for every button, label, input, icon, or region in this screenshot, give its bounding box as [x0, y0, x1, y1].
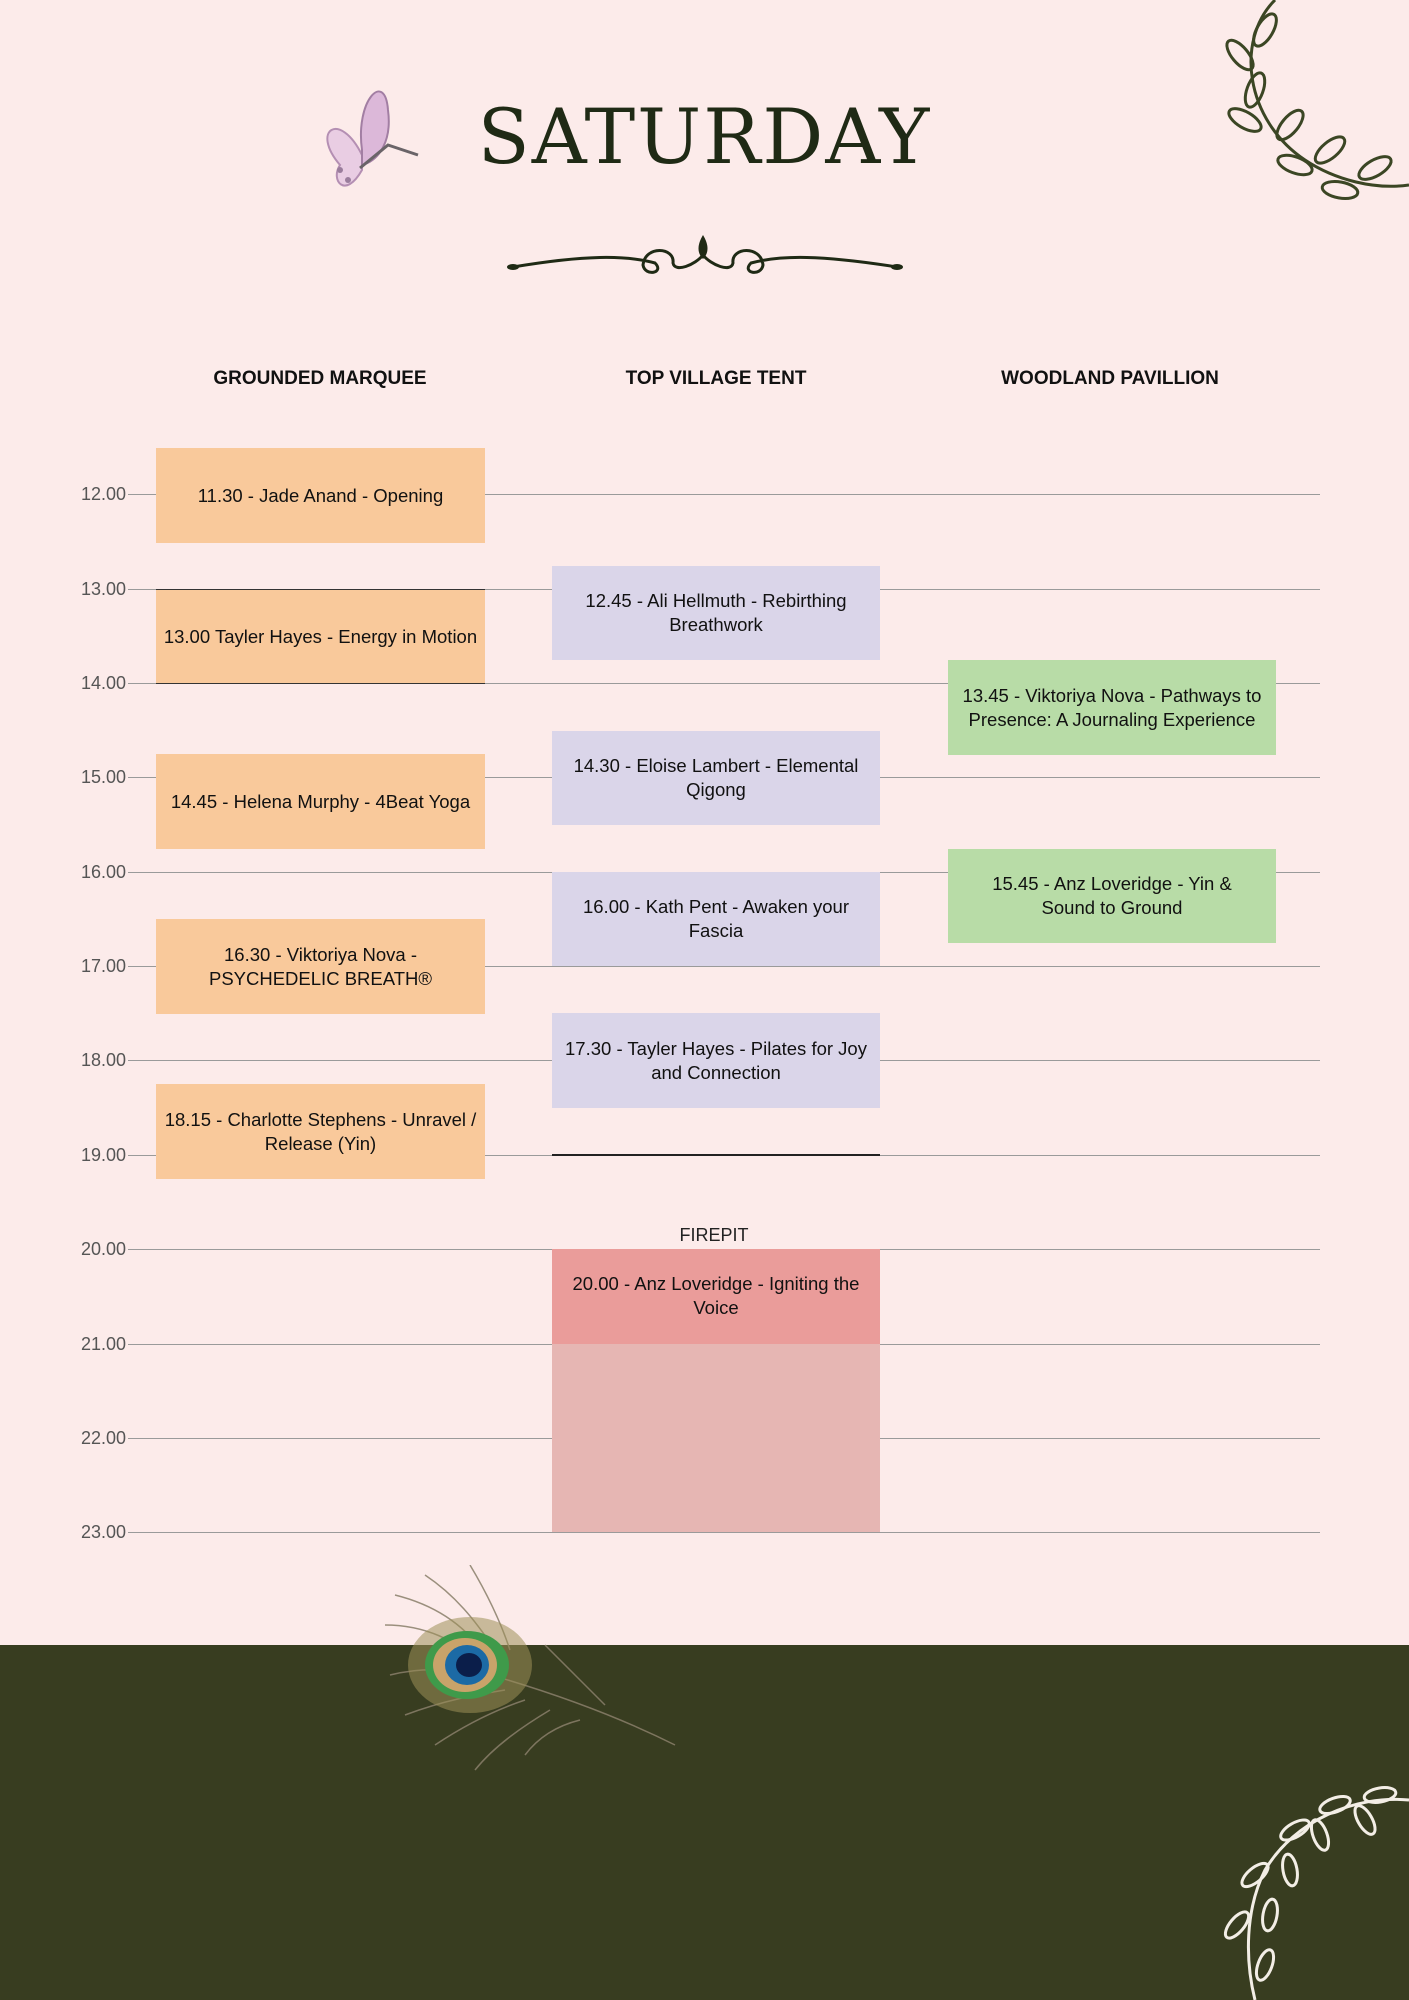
event-label: 14.45 - Helena Murphy - 4Beat Yoga	[170, 790, 471, 812]
event-label: 15.45 - Anz Loveridge - Yin & Sound to Ground	[992, 873, 1232, 918]
event-block-village[interactable]	[552, 872, 880, 966]
event-block-grounded[interactable]	[156, 589, 485, 684]
venue-header-grounded-marquee: GROUNDED MARQUEE	[213, 368, 427, 389]
event-block-grounded[interactable]	[156, 1084, 485, 1179]
laurel-vine-icon	[1215, 0, 1409, 210]
event-block-grounded[interactable]	[156, 448, 485, 543]
event-block-village[interactable]	[552, 1013, 880, 1108]
flourish-divider-icon	[505, 225, 905, 285]
time-label: 17.00	[80, 956, 126, 976]
time-label: 23.00	[80, 1522, 126, 1542]
footer-band	[0, 1645, 1409, 2000]
venue-header-woodland-pavillion: WOODLAND PAVILLION	[1001, 368, 1219, 389]
event-block-village[interactable]	[552, 731, 880, 825]
page-title: SATURDAY	[477, 92, 932, 181]
time-label: 19.00	[80, 1145, 126, 1165]
time-label: 13.00	[80, 579, 126, 599]
event-block-woodland[interactable]	[948, 660, 1276, 755]
event-block-firepit[interactable]	[552, 1249, 880, 1344]
event-label: 17.30 - Tayler Hayes - Pilates for Joy and Connection	[565, 1037, 867, 1083]
event-label: 14.30 - Eloise Lambert - Elemental Qigong	[573, 755, 859, 800]
event-label: 18.15 - Charlotte Stephens - Unravel / Release (Yin)	[164, 1108, 477, 1154]
time-label: 18.00	[80, 1050, 126, 1070]
event-label: 16.00 - Kath Pent - Awaken your Fascia	[582, 896, 850, 941]
event-label: 20.00 - Anz Loveridge - Igniting the Voice	[572, 1273, 860, 1318]
peacock-feather-icon	[375, 1565, 695, 1780]
hour-line	[128, 1532, 1320, 1533]
time-label: 21.00	[80, 1334, 126, 1354]
event-block-village[interactable]	[552, 566, 880, 660]
time-label: 16.00	[80, 862, 126, 882]
firepit-label: FIREPIT	[679, 1225, 749, 1245]
event-label: 12.45 - Ali Hellmuth - Rebirthing Breathwork	[585, 590, 847, 635]
event-block-woodland[interactable]	[948, 849, 1276, 943]
firepit-extended-block	[552, 1344, 880, 1532]
time-label: 12.00	[80, 484, 126, 504]
venue-header-top-village-tent: TOP VILLAGE TENT	[625, 368, 807, 389]
event-label: 13.00 Tayler Hayes - Energy in Motion	[163, 625, 478, 647]
time-label: 22.00	[80, 1428, 126, 1448]
time-label: 20.00	[80, 1239, 126, 1259]
event-label: 11.30 - Jade Anand - Opening	[197, 484, 444, 506]
time-label: 14.00	[80, 673, 126, 693]
laurel-vine-icon	[1215, 1780, 1409, 2000]
event-block-grounded[interactable]	[156, 754, 485, 849]
time-label: 15.00	[80, 767, 126, 787]
divider-line	[552, 1154, 880, 1156]
event-block-grounded[interactable]	[156, 919, 485, 1014]
event-label: 13.45 - Viktoriya Nova - Pathways to Presence: A Journaling Experience	[962, 684, 1262, 730]
event-label: 16.30 - Viktoriya Nova - PSYCHEDELIC BREATH®	[208, 943, 432, 989]
